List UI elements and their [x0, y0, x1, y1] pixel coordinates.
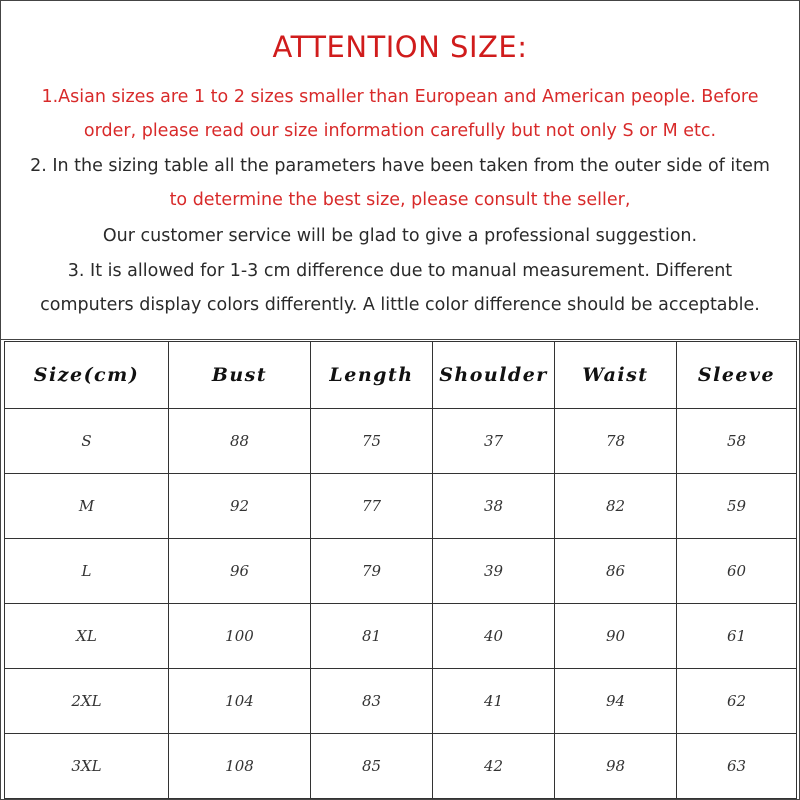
cell-sleeve: 63	[677, 734, 797, 799]
cell-waist: 90	[555, 604, 677, 669]
table-row	[5, 734, 797, 799]
cell-shoulder: 37	[433, 409, 555, 474]
cell-size: S	[5, 409, 169, 474]
notice-line-4: to determine the best size, please consult the seller,	[169, 190, 631, 210]
notice-line-1: 1.Asian sizes are 1 to 2 sizes smaller than European and American people. Before	[41, 87, 759, 107]
cell-length: 81	[311, 604, 433, 669]
header-sleeve: Sleeve	[677, 342, 797, 409]
cell-length: 75	[311, 409, 433, 474]
attention-notice	[0, 0, 800, 340]
cell-bust: 92	[169, 474, 311, 539]
cell-bust: 88	[169, 409, 311, 474]
notice-line-6: 3. It is allowed for 1-3 cm difference due to manual measurement. Different	[67, 261, 733, 281]
header-length: Length	[311, 342, 433, 409]
cell-waist: 86	[555, 539, 677, 604]
cell-shoulder: 41	[433, 669, 555, 734]
cell-length: 85	[311, 734, 433, 799]
cell-waist: 82	[555, 474, 677, 539]
table-row	[5, 669, 797, 734]
table-row	[5, 604, 797, 669]
header-size: Size(cm)	[5, 342, 169, 409]
cell-size: XL	[5, 604, 169, 669]
cell-sleeve: 60	[677, 539, 797, 604]
notice-title: ATTENTION SIZE:	[272, 30, 528, 64]
cell-waist: 98	[555, 734, 677, 799]
table-header-row	[5, 342, 797, 409]
cell-size: 3XL	[5, 734, 169, 799]
table-row	[5, 409, 797, 474]
cell-waist: 78	[555, 409, 677, 474]
notice-line-2: order, please read our size information carefully but not only S or M etc.	[83, 121, 717, 141]
table-row	[5, 474, 797, 539]
cell-sleeve: 58	[677, 409, 797, 474]
cell-length: 79	[311, 539, 433, 604]
cell-waist: 94	[555, 669, 677, 734]
cell-bust: 100	[169, 604, 311, 669]
cell-shoulder: 38	[433, 474, 555, 539]
cell-shoulder: 39	[433, 539, 555, 604]
cell-sleeve: 61	[677, 604, 797, 669]
cell-length: 83	[311, 669, 433, 734]
cell-shoulder: 40	[433, 604, 555, 669]
cell-sleeve: 62	[677, 669, 797, 734]
cell-length: 77	[311, 474, 433, 539]
notice-line-7: computers display colors differently. A little color difference should be acceptable.	[40, 295, 760, 315]
size-table	[4, 341, 797, 799]
cell-size: L	[5, 539, 169, 604]
notice-line-5: Our customer service will be glad to give a professional suggestion.	[102, 226, 698, 246]
cell-size: 2XL	[5, 669, 169, 734]
cell-shoulder: 42	[433, 734, 555, 799]
table-row	[5, 539, 797, 604]
header-shoulder: Shoulder	[433, 342, 555, 409]
cell-bust: 96	[169, 539, 311, 604]
header-bust: Bust	[169, 342, 311, 409]
cell-bust: 104	[169, 669, 311, 734]
header-waist: Waist	[555, 342, 677, 409]
notice-line-3: 2. In the sizing table all the parameters have been taken from the outer side of item	[30, 156, 770, 176]
cell-bust: 108	[169, 734, 311, 799]
cell-sleeve: 59	[677, 474, 797, 539]
cell-size: M	[5, 474, 169, 539]
